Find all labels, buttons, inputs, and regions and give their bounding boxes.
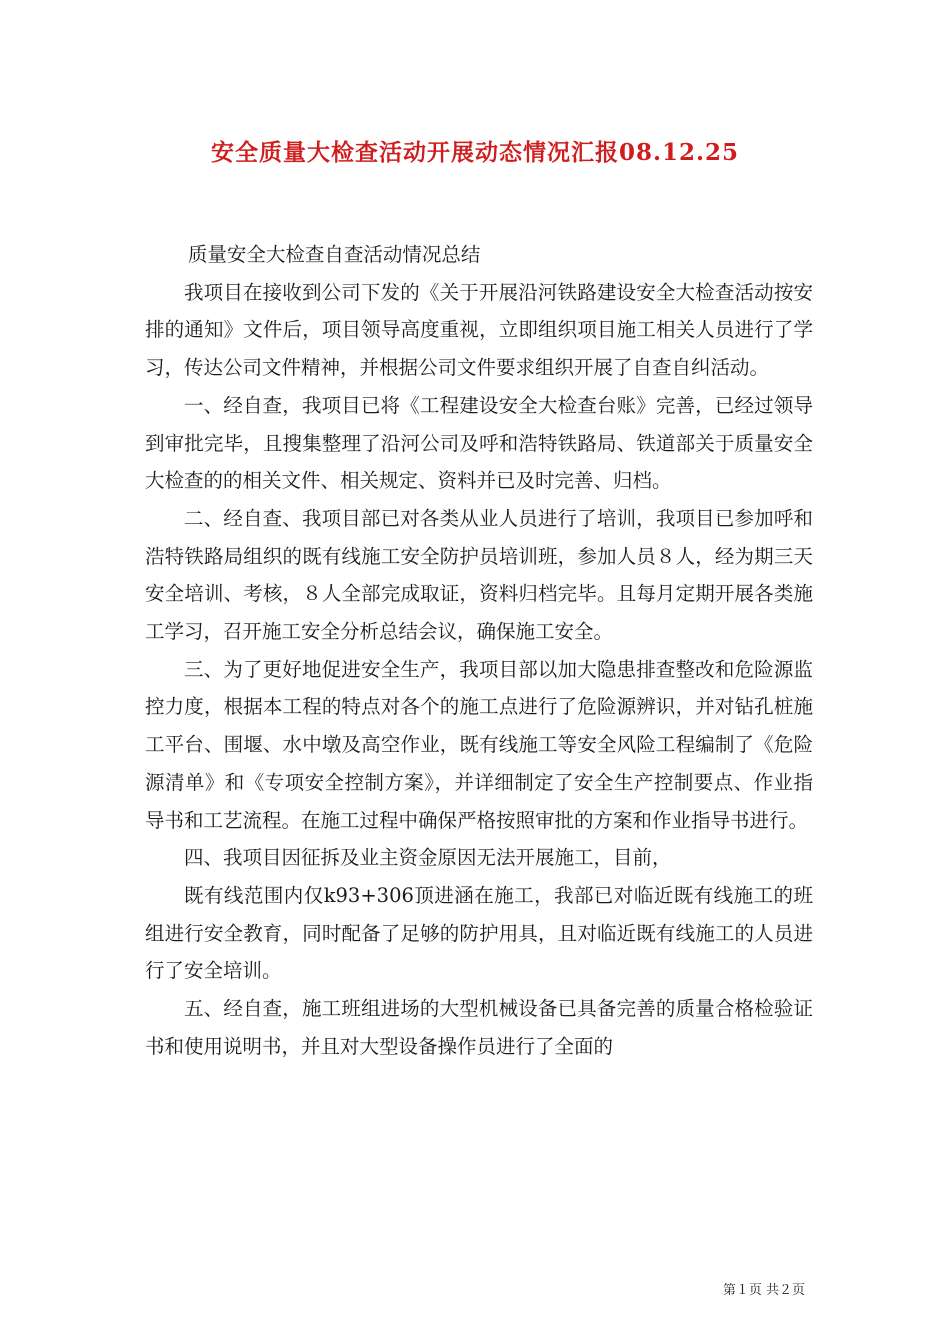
- paragraph-item-4: 四、我项目因征拆及业主资金原因无法开展施工，目前，: [184, 846, 672, 870]
- page-number: 第１页 共２页: [722, 1283, 805, 1298]
- document-body: [145, 236, 813, 1065]
- paragraph-item-2: 二、经自查、我项目部已对各类从业人员进行了培训，我项目已参加呼和浩特铁路局组织的既有线施工安全防护员培训班，参加人员８人，经为期三天安全培训、考核，８人全部完成取证，资料归档完毕。且每月定期开展各类施工学习，召开施工安全分析总结会议，确保施工安全。: [145, 506, 813, 644]
- document-title: 安全质量大检查活动开展动态情况汇报08.12.25: [210, 139, 740, 166]
- paragraph-intro: 我项目在接收到公司下发的《关于开展沿河铁路建设安全大检查活动按安排的通知》文件后，项目领导高度重视，立即组织项目施工相关人员进行了学习，传达公司文件精神，并根据公司文件要求组织开展了自查自纠活动。: [145, 280, 813, 380]
- paragraph-item-5: 五、经自查，施工班组进场的大型机械设备已具备完善的质量合格检验证书和使用说明书，并且对大型设备操作员进行了全面的: [145, 997, 813, 1058]
- paragraph-item-4-continued: 既有线范围内仅k93+306顶进涵在施工，我部已对临近既有线施工的班组进行安全教育，同时配备了足够的防护用具，且对临近既有线施工的人员进行了安全培训。: [145, 883, 813, 983]
- document-subtitle: 质量安全大检查自查活动情况总结: [187, 243, 481, 266]
- paragraph-item-3: 三、为了更好地促进安全生产，我项目部以加大隐患排查整改和危险源监控力度，根据本工程的特点对各个的施工点进行了危险源辨识，并对钻孔桩施工平台、围堰、水中墩及高空作业，既有线施工等安全风险工程编制了《危险源清单》和《专项安全控制方案》，并详细制定了安全生产控制要点、作业指导书和工艺流程。在施工过程中确保严格按照审批的方案和作业指导书进行。: [145, 657, 813, 832]
- paragraph-item-1: 一、经自查，我项目已将《工程建设安全大检查台账》完善，已经过领导到审批完毕，且搜集整理了沿河公司及呼和浩特铁路局、铁道部关于质量安全大检查的的相关文件、相关规定、资料并已及时完善、归档。: [145, 393, 813, 493]
